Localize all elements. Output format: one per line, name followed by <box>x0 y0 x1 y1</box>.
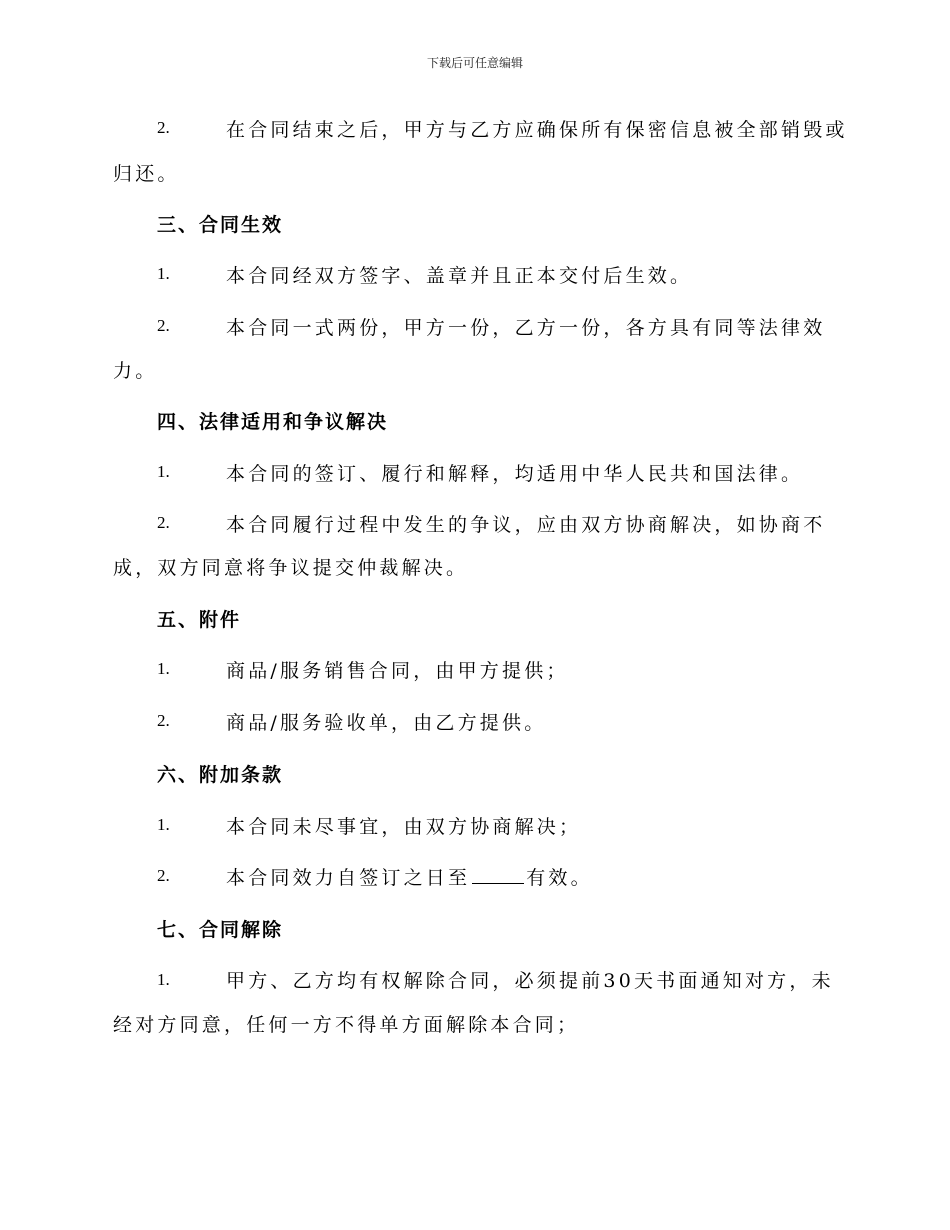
item-text: 商品/服务销售合同，由甲方提供； <box>226 660 569 682</box>
section-heading: 四、法律适用和争议解决 <box>157 411 389 433</box>
item-number: 2. <box>157 711 170 730</box>
item-text-continued: 归还。 <box>113 163 180 185</box>
item-number: 2. <box>157 118 170 137</box>
item-number: 2. <box>157 316 170 335</box>
item-number: 1. <box>157 659 170 678</box>
item-text: 商品/服务验收单，由乙方提供。 <box>226 712 547 734</box>
item-number: 1. <box>157 264 170 283</box>
item-text: 本合同的签订、履行和解释，均适用中华人民共和国法律。 <box>226 463 804 485</box>
item-number: 1. <box>157 970 170 989</box>
section-heading: 三、合同生效 <box>157 214 284 236</box>
section-heading: 六、附加条款 <box>157 764 284 786</box>
item-number: 2. <box>157 513 170 532</box>
item-text: 本合同未尽事宜，由双方协商解决； <box>226 816 582 838</box>
item-text: 本合同履行过程中发生的争议，应由双方协商解决，如协商不 <box>226 514 826 536</box>
item-text-continued: 力。 <box>113 360 158 382</box>
section-heading: 七、合同解除 <box>157 919 284 941</box>
item-text-continued: 成，双方同意将争议提交仲裁解决。 <box>113 557 469 579</box>
item-text-after-blank: 有效。 <box>526 867 593 889</box>
item-text: 在合同结束之后，甲方与乙方应确保所有保密信息被全部销毁或 <box>226 119 848 141</box>
item-text: 本合同经双方签字、盖章并且正本交付后生效。 <box>226 265 693 287</box>
item-text-continued: 经对方同意，任何一方不得单方面解除本合同； <box>113 1014 580 1036</box>
section-heading: 五、附件 <box>157 609 242 631</box>
item-text <box>226 863 593 890</box>
item-number: 1. <box>157 462 170 481</box>
item-number: 2. <box>157 866 170 885</box>
item-number: 1. <box>157 815 170 834</box>
item-text-before-blank: 本合同效力自签订之日至 <box>226 867 471 889</box>
item-text: 本合同一式两份，甲方一份，乙方一份，各方具有同等法律效 <box>226 317 826 339</box>
page-header: 下载后可任意编辑 <box>426 56 523 70</box>
item-text: 甲方、乙方均有权解除合同，必须提前30天书面通知对方，未 <box>226 970 834 992</box>
fill-in-blank <box>472 865 524 884</box>
